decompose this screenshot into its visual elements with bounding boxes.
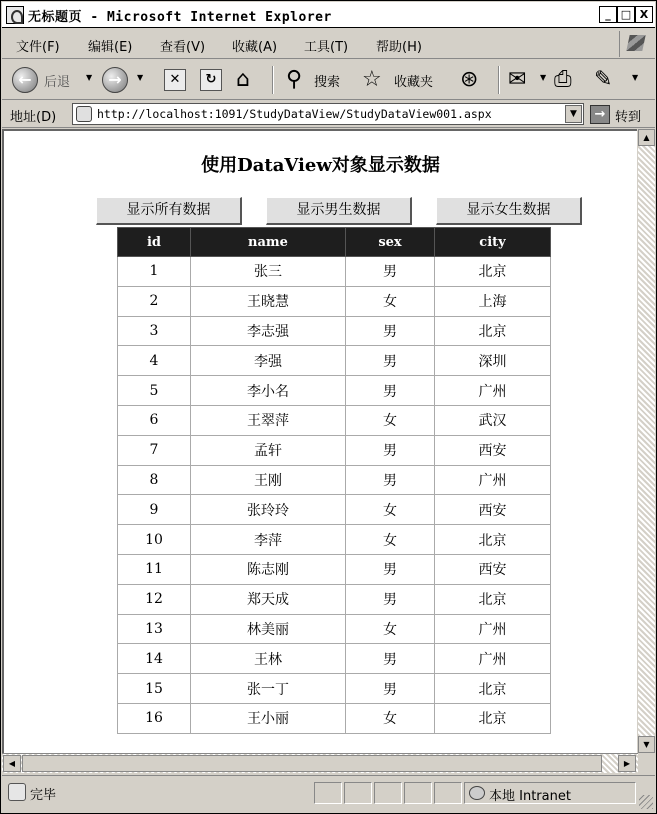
mail-icon[interactable]: ✉ (508, 67, 527, 92)
cell-sex: 男 (346, 316, 435, 346)
cell-name: 李萍 (191, 525, 346, 555)
page-title: 使用DataView对象显示数据 (201, 155, 440, 176)
page-viewport (2, 129, 637, 753)
cell-id: 15 (118, 674, 191, 704)
menu-edit[interactable]: 编辑(E) (88, 40, 133, 55)
edit-icon[interactable]: ✎ (594, 67, 613, 92)
home-icon[interactable]: ⌂ (236, 67, 250, 92)
cell-id: 12 (118, 584, 191, 614)
favorites-label[interactable]: 收藏夹 (394, 75, 434, 90)
cell-id: 11 (118, 554, 191, 584)
cell-sex: 男 (346, 674, 435, 704)
cell-city: 北京 (435, 703, 551, 733)
cell-sex: 男 (346, 644, 435, 674)
status-pane (434, 782, 462, 804)
cell-city: 西安 (435, 435, 551, 465)
back-label[interactable]: 后退 (44, 75, 71, 90)
status-pane (314, 782, 342, 804)
history-icon[interactable]: ⊛ (460, 67, 479, 92)
zone-pane (464, 782, 636, 804)
cell-name: 李小名 (191, 376, 346, 406)
menu-tools[interactable]: 工具(T) (304, 40, 349, 55)
forward-button[interactable] (102, 67, 128, 93)
mail-dropdown-icon[interactable]: ▼ (540, 73, 547, 82)
cell-name: 林美丽 (191, 614, 346, 644)
cell-id: 14 (118, 644, 191, 674)
page-status-icon (8, 783, 26, 801)
cell-city: 武汉 (435, 405, 551, 435)
table-row (118, 703, 551, 733)
back-button[interactable] (12, 67, 38, 93)
cell-sex: 男 (346, 554, 435, 584)
cell-sex: 男 (346, 257, 435, 287)
table-row (118, 405, 551, 435)
table-row (118, 435, 551, 465)
column-header-id: id (118, 228, 191, 257)
status-bar (2, 775, 655, 811)
table-row (118, 316, 551, 346)
cell-name: 李强 (191, 346, 346, 376)
status-text: 完毕 (30, 788, 57, 803)
search-label[interactable]: 搜索 (314, 75, 341, 90)
cell-sex: 男 (346, 465, 435, 495)
cell-city: 北京 (435, 316, 551, 346)
table-row (118, 376, 551, 406)
cell-city: 北京 (435, 525, 551, 555)
scroll-down-icon[interactable]: ▼ (638, 736, 655, 753)
toolbar-separator (498, 66, 500, 94)
refresh-button[interactable]: ↻ (200, 69, 222, 91)
title-bar (2, 2, 655, 28)
cell-name: 王刚 (191, 465, 346, 495)
menu-favorites[interactable]: 收藏(A) (232, 40, 278, 55)
cell-id: 5 (118, 376, 191, 406)
cell-city: 北京 (435, 257, 551, 287)
menu-view[interactable]: 查看(V) (160, 40, 206, 55)
forward-arrow-icon: → (108, 70, 122, 89)
maximize-button[interactable]: □ (617, 6, 635, 23)
table-row (118, 525, 551, 555)
cell-sex: 男 (346, 346, 435, 376)
table-row (118, 644, 551, 674)
back-dropdown-icon[interactable]: ▼ (86, 73, 93, 82)
toolbar (2, 60, 655, 100)
cell-name: 张玲玲 (191, 495, 346, 525)
stop-button[interactable]: ✕ (164, 69, 186, 91)
menu-help[interactable]: 帮助(H) (376, 40, 422, 55)
cell-name: 王小丽 (191, 703, 346, 733)
show-all-button[interactable]: 显示所有数据 (96, 197, 242, 225)
cell-sex: 女 (346, 286, 435, 316)
cell-city: 上海 (435, 286, 551, 316)
status-pane (404, 782, 432, 804)
column-header-name: name (191, 228, 346, 257)
cell-name: 张一丁 (191, 674, 346, 704)
window-title: 无标题页 - Microsoft Internet Explorer (28, 10, 332, 25)
cell-city: 北京 (435, 584, 551, 614)
go-button[interactable] (590, 104, 652, 125)
page-icon (76, 106, 92, 122)
cell-id: 8 (118, 465, 191, 495)
cell-id: 3 (118, 316, 191, 346)
cell-id: 9 (118, 495, 191, 525)
menu-file[interactable]: 文件(F) (16, 40, 60, 55)
resize-grip-icon[interactable] (639, 795, 653, 809)
cell-id: 4 (118, 346, 191, 376)
cell-city: 广州 (435, 644, 551, 674)
close-button[interactable]: X (635, 6, 653, 23)
vertical-scrollbar[interactable] (638, 129, 655, 753)
address-input[interactable] (72, 103, 584, 125)
forward-dropdown-icon[interactable]: ▼ (137, 73, 144, 82)
cell-id: 2 (118, 286, 191, 316)
cell-city: 西安 (435, 495, 551, 525)
status-pane (374, 782, 402, 804)
cell-name: 王晓慧 (191, 286, 346, 316)
cell-city: 广州 (435, 465, 551, 495)
table-row (118, 495, 551, 525)
address-bar (2, 101, 655, 128)
cell-id: 1 (118, 257, 191, 287)
edit-dropdown-icon[interactable]: ▼ (632, 73, 639, 82)
address-url[interactable]: http://localhost:1091/StudyDataView/StudyDataView001.aspx (97, 107, 492, 121)
scroll-left-icon[interactable]: ◀ (3, 755, 21, 772)
go-label: 转到 (615, 110, 642, 125)
intranet-zone-icon (469, 786, 485, 800)
data-grid (117, 227, 551, 734)
zone-text: 本地 Intranet (489, 789, 571, 804)
column-header-sex: sex (346, 228, 435, 257)
status-pane (344, 782, 372, 804)
ie-logo-icon (6, 6, 24, 24)
table-row (118, 614, 551, 644)
show-male-button[interactable]: 显示男生数据 (266, 197, 412, 225)
table-row (118, 674, 551, 704)
cell-id: 16 (118, 703, 191, 733)
cell-id: 10 (118, 525, 191, 555)
favorites-star-icon[interactable]: ☆ (362, 67, 382, 92)
cell-id: 7 (118, 435, 191, 465)
cell-sex: 男 (346, 376, 435, 406)
cell-id: 6 (118, 405, 191, 435)
cell-sex: 女 (346, 405, 435, 435)
cell-name: 王翠萍 (191, 405, 346, 435)
cell-city: 广州 (435, 376, 551, 406)
scroll-right-icon[interactable]: ▶ (618, 755, 636, 772)
toolbar-separator (272, 66, 274, 94)
cell-sex: 女 (346, 703, 435, 733)
cell-sex: 女 (346, 525, 435, 555)
cell-name: 李志强 (191, 316, 346, 346)
address-label: 地址(D) (10, 110, 57, 125)
cell-city: 深圳 (435, 346, 551, 376)
cell-name: 王林 (191, 644, 346, 674)
cell-city: 广州 (435, 614, 551, 644)
print-icon[interactable]: ⎙ (554, 67, 572, 92)
column-header-city: city (435, 228, 551, 257)
horizontal-scrollbar[interactable] (2, 753, 638, 773)
cell-sex: 男 (346, 435, 435, 465)
go-arrow-icon: → (590, 105, 610, 124)
scroll-thumb[interactable] (22, 755, 602, 772)
cell-sex: 女 (346, 614, 435, 644)
cell-name: 张三 (191, 257, 346, 287)
minimize-button[interactable]: _ (599, 6, 617, 23)
table-row (118, 346, 551, 376)
table-row (118, 584, 551, 614)
menu-bar (2, 29, 655, 59)
windows-flag-icon (619, 31, 649, 57)
search-icon[interactable]: ⚲ (286, 67, 303, 92)
table-row (118, 286, 551, 316)
show-female-button[interactable]: 显示女生数据 (436, 197, 582, 225)
cell-sex: 男 (346, 584, 435, 614)
cell-sex: 女 (346, 495, 435, 525)
cell-city: 北京 (435, 674, 551, 704)
cell-city: 西安 (435, 554, 551, 584)
cell-name: 郑天成 (191, 584, 346, 614)
cell-name: 陈志刚 (191, 554, 346, 584)
table-header-row (118, 228, 551, 257)
scroll-up-icon[interactable]: ▲ (638, 129, 655, 146)
cell-name: 孟轩 (191, 435, 346, 465)
table-row (118, 465, 551, 495)
address-dropdown-icon[interactable]: ▼ (565, 105, 582, 123)
table-row (118, 257, 551, 287)
table-row (118, 554, 551, 584)
cell-id: 13 (118, 614, 191, 644)
back-arrow-icon: ← (18, 70, 32, 89)
